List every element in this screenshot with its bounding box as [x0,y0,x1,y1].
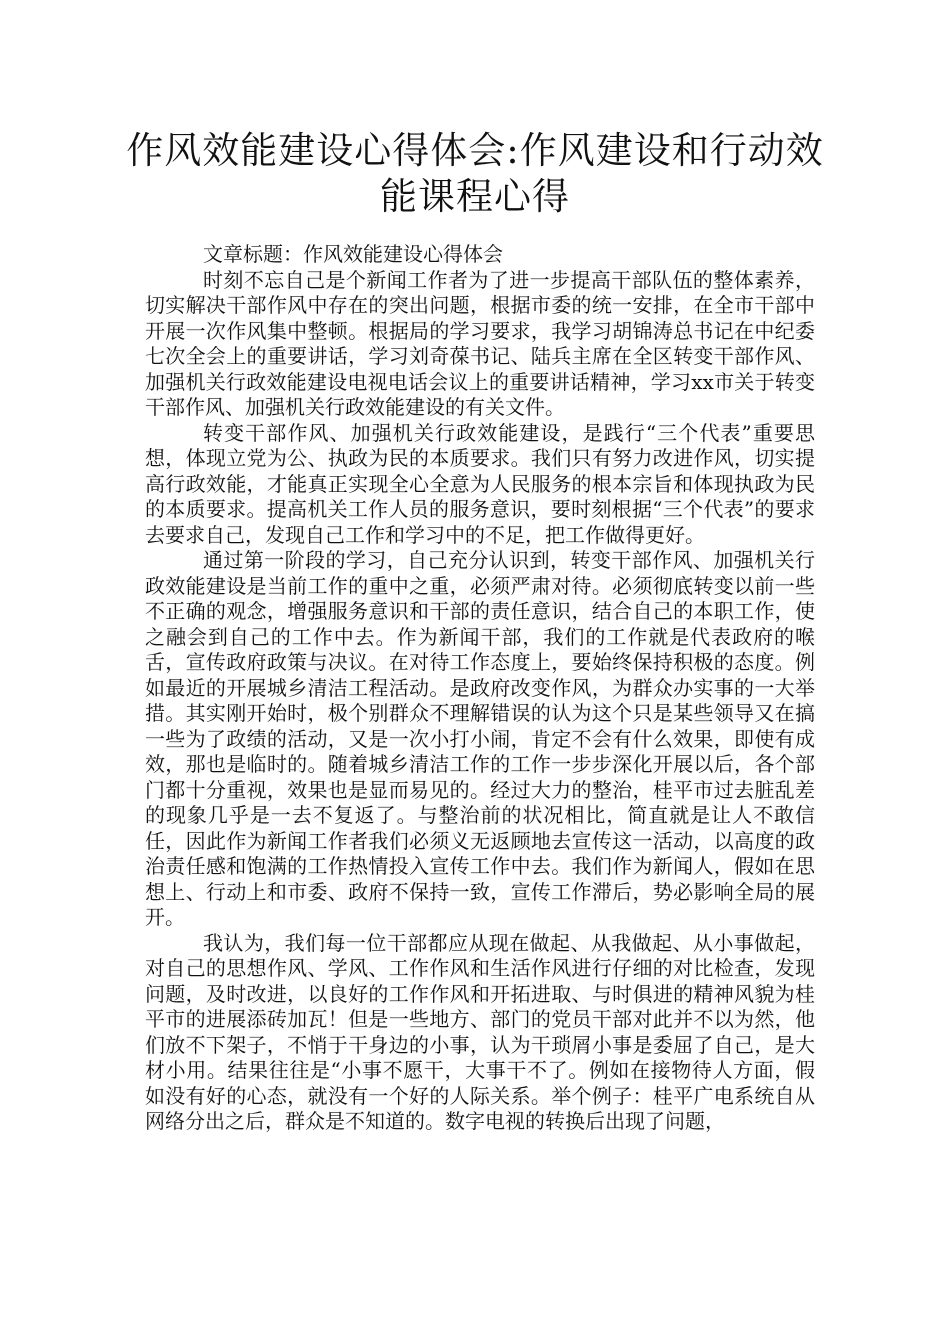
paragraph: 时刻不忘自己是个新闻工作者为了进一步提高干部队伍的整体素养，切实解决干部作风中存在的突出问题，根据市委的统一安排，在全市干部中开展一次作风集中整顿。根据局的学习要求，我学习胡锦涛总书记在中纪委七次全会上的重要讲话，学习刘奇葆书记、陆兵主席在全区转变干部作风、加强机关行政效能建设电视电话会议上的重要讲话精神，学习xx市关于转变干部作风、加强机关行政效能建设的有关文件。 [145,267,815,419]
document-body [145,242,815,1135]
document-title: 作风效能建设心得体会:作风建设和行动效能课程心得 [126,129,824,218]
article-title-line: 文章标题：作风效能建设心得体会 [203,242,503,266]
paragraph: 转变干部作风、加强机关行政效能建设，是践行“三个代表”重要思想，体现立党为公、执政为民的本质要求。我们只有努力改进作风，切实提高行政效能，才能真正实现全心全意为人民服务的根本宗旨和体现执政为民的本质要求。提高机关工作人员的服务意识，要时刻根据“三个代表”的要求去要求自己，发现自己工作和学习中的不足，把工作做得更好。 [145,420,815,547]
paragraph: 通过第一阶段的学习，自己充分认识到，转变干部作风、加强机关行政效能建设是当前工作的重中之重，必须严肃对待。必须彻底转变以前一些不正确的观念，增强服务意识和干部的责任意识，结合自己的本职工作，使之融会到自己的工作中去。作为新闻干部，我们的工作就是代表政府的喉舌，宣传政府政策与决议。在对待工作态度上，要始终保持积极的态度。例如最近的开展城乡清洁工程活动。是政府改变作风，为群众办实事的一大举措。其实刚开始时，极个别群众不理解错误的认为这个只是某些领导又在搞一些为了政绩的活动，又是一次小打小闹，肯定不会有什么效果，即使有成效，那也是临时的。随着城乡清洁工作的工作一步步深化开展以后，各个部门都十分重视，效果也是显而易见的。经过大力的整治，桂平市过去脏乱差的现象几乎是一去不复返了。与整治前的状况相比，简直就是让人不敢信任，因此作为新闻工作者我们必须义无返顾地去宣传这一活动，以高度的政治责任感和饱满的工作热情投入宣传工作中去。我们作为新闻人，假如在思想上、行动上和市委、政府不保持一致，宣传工作滞后，势必影响全局的展开。 [145,548,815,929]
paragraph: 我认为，我们每一位干部都应从现在做起、从我做起、从小事做起，对自己的思想作风、学风、工作作风和生活作风进行仔细的对比检查，发现问题，及时改进，以良好的工作作风和开拓进取、与时俱进的精神风貌为桂平市的进展添砖加瓦！但是一些地方、部门的党员干部对此并不以为然，他们放不下架子，不悄于干身边的小事，认为干琐屑小事是委屈了自己，是大材小用。结果往往是“小事不愿干，大事干不了。例如在接物待人方面，假如没有好的心态，就没有一个好的人际关系。举个例子：桂平广电系统自从网络分出之后，群众是不知道的。数字电视的转换后出现了问题， [145,930,815,1133]
